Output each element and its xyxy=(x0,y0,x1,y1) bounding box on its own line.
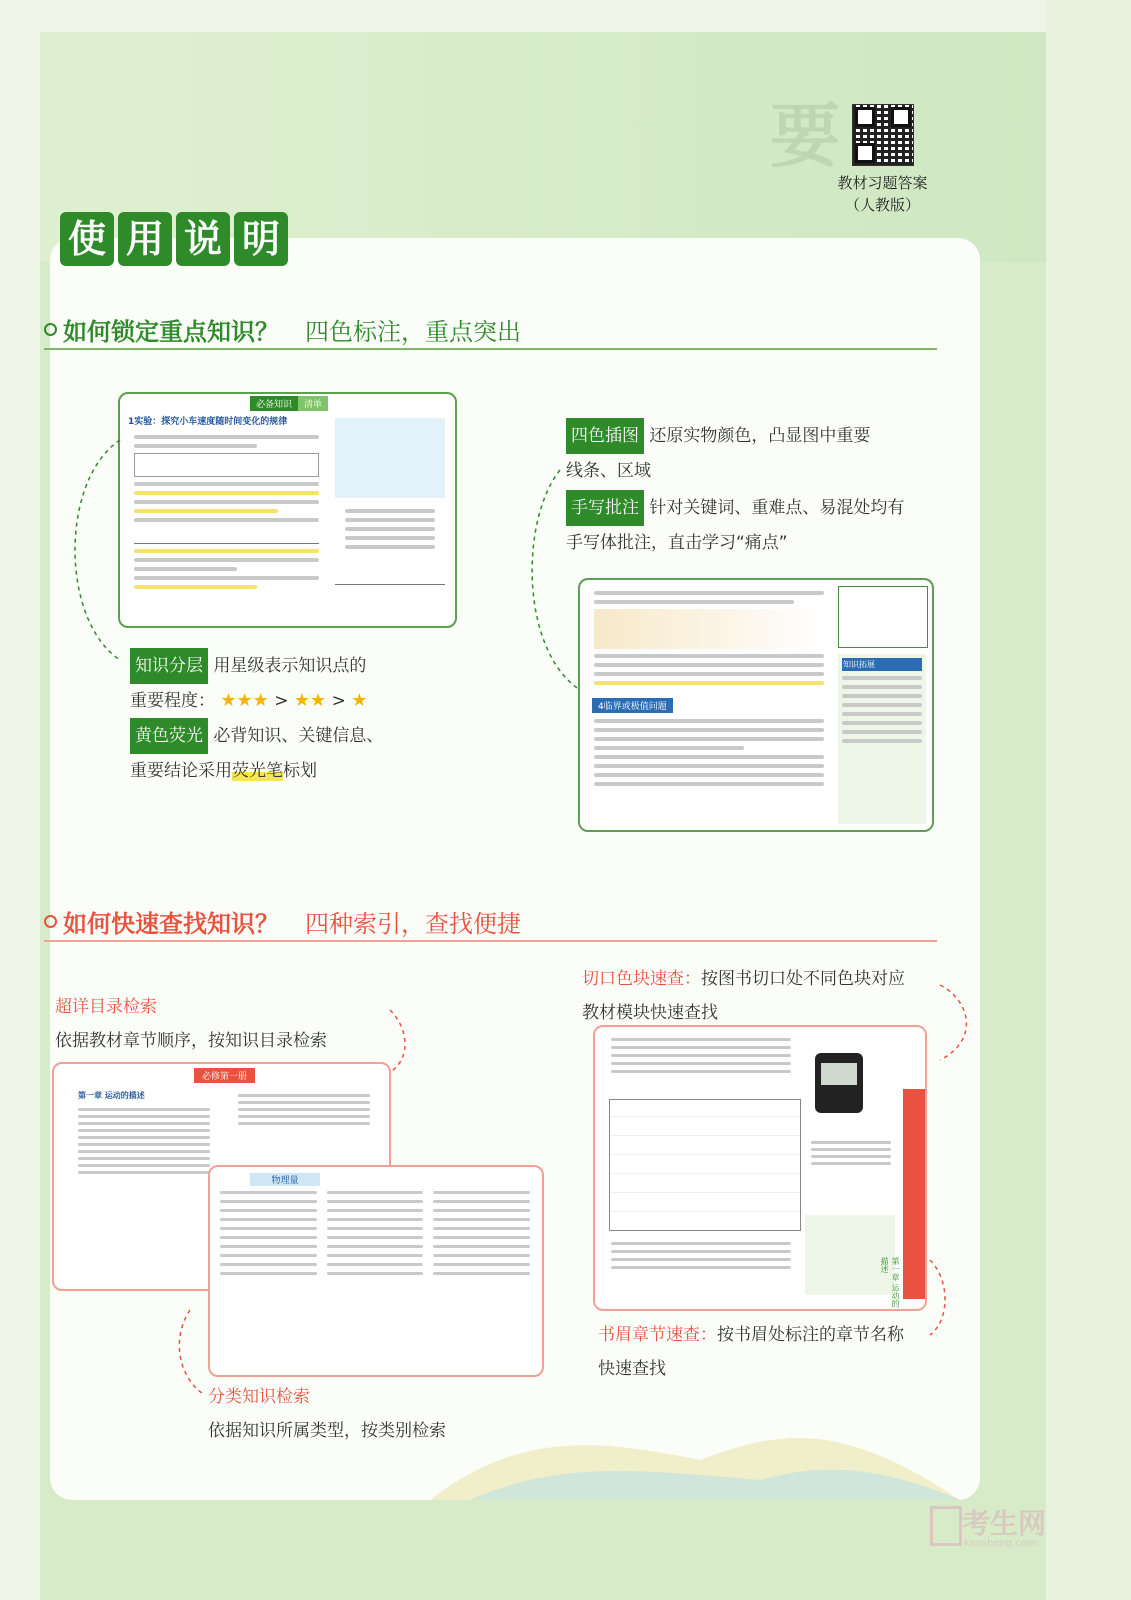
callout-tag: 切口色块速查： xyxy=(582,969,701,989)
arrow-connector xyxy=(532,470,580,690)
chapter-side-label: 第一章 运动的描述 xyxy=(880,1257,900,1308)
thumb2-heading: 4临界或极值问题 xyxy=(592,698,673,713)
callout-text: 重要结论采用 xyxy=(130,761,232,781)
qr-caption-line1: 教材习题答案 xyxy=(837,174,928,192)
callout-tag: 四色插图 xyxy=(566,418,644,454)
arrow-connector xyxy=(75,440,120,660)
index-header: 物理量 xyxy=(250,1173,320,1186)
section2-title: 如何快速查找知识？ xyxy=(63,910,279,938)
callout-tag: 知识分层 xyxy=(130,648,208,684)
highlight-text: 荧光笔 xyxy=(232,761,283,781)
callout-tag: 分类知识检索 xyxy=(208,1387,310,1407)
two-star-icon: ★★ xyxy=(293,690,327,711)
callout-text: 依据教材章节顺序，按知识目录检索 xyxy=(55,1031,327,1051)
callout-tag: 手写批注 xyxy=(566,490,644,526)
callout-tag: 书眉章节速查： xyxy=(598,1325,717,1345)
title-char: 使 xyxy=(60,212,114,266)
arrow-connector xyxy=(390,1010,405,1072)
section1-title: 如何锁定重点知识？ xyxy=(63,318,279,346)
callout-tag: 超详目录检索 xyxy=(55,997,157,1017)
callout-text: 用星级表示知识点的 xyxy=(213,656,367,676)
toc-chapter: 第一章 运动的描述 xyxy=(78,1091,145,1100)
callout-layering: 知识分层 用星级表示知识点的 重要程度： ★★★ > ★★ > ★ xyxy=(130,648,450,718)
callout-text: 线条、区域 xyxy=(566,461,651,481)
watermark-url: kaosheng.com xyxy=(964,1538,1037,1549)
callout-text: 依据知识所属类型，按类别检索 xyxy=(208,1421,446,1441)
callout-text: 手写体批注，直击学习“痛点” xyxy=(566,533,788,553)
arrow-connector xyxy=(940,985,966,1060)
three-star-icon: ★★★ xyxy=(220,690,269,711)
title-char: 用 xyxy=(118,212,172,266)
watermark-text: 考生网 xyxy=(962,1507,1047,1540)
background-watermark-char: 要 xyxy=(770,94,840,177)
callout-text: 还原实物颜色，凸显图中重要 xyxy=(649,426,871,446)
section1-subtitle: 四色标注，重点突出 xyxy=(305,318,521,346)
callout-text: 快速查找 xyxy=(598,1359,666,1379)
callout-text: 必背知识、关键信息、 xyxy=(213,726,384,746)
qr-caption-line2: （人教版） xyxy=(844,196,920,214)
thumb1-tab: 必备知识 xyxy=(250,396,298,411)
title-char: 说 xyxy=(176,212,230,266)
thumb2-side-heading: 知识拓展 xyxy=(842,658,922,671)
thumb1-heading: 1实验：探究小车速度随时间变化的规律 xyxy=(128,417,288,427)
callout-text: 按图书切口处不同色块对应 xyxy=(701,969,905,989)
logo-icon xyxy=(930,1506,962,1546)
callout-text: 按书眉处标注的章节名称 xyxy=(717,1325,904,1345)
title-char: 明 xyxy=(234,212,288,266)
toc-header: 必修第一册 xyxy=(194,1068,255,1083)
thumb1-tab2: 清单 xyxy=(298,396,328,411)
arrow-connector xyxy=(179,1310,205,1395)
watermark-logo xyxy=(930,1502,1090,1554)
callout-text: 教材模块快速查找 xyxy=(582,1003,718,1023)
callout-text: 标划 xyxy=(283,761,317,781)
section2-subtitle: 四种索引，查找便捷 xyxy=(305,910,521,938)
callout-text: 重要程度： xyxy=(130,691,215,711)
one-star-icon: ★ xyxy=(351,690,368,711)
callout-tag: 黄色荧光 xyxy=(130,718,208,754)
arrow-connector xyxy=(930,1260,945,1335)
callout-text: 针对关键词、重难点、易混处均有 xyxy=(649,498,905,518)
